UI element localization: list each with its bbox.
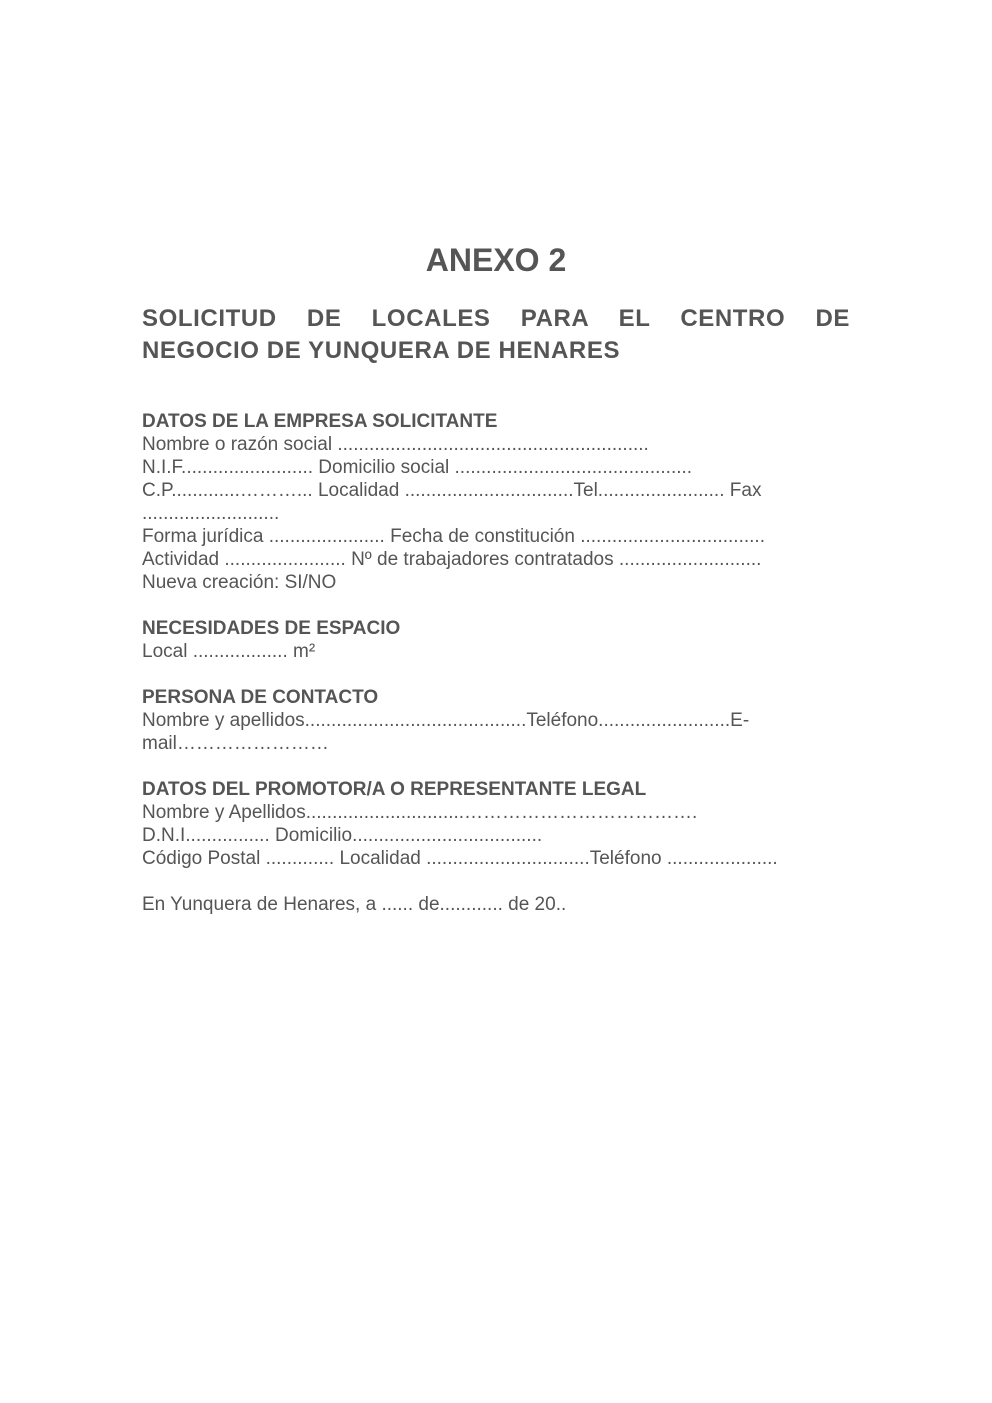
section-promotor [142, 778, 850, 870]
subtitle-line-1: SOLICITUD DE LOCALES PARA EL CENTRO DE [142, 305, 850, 332]
field-cp-localidad-tel-fax: C.P.............………... Localidad ................................Tel........................ Fax [142, 480, 762, 501]
field-nueva-creacion: Nueva creación: SI/NO [142, 572, 337, 593]
field-nombre-telefono-email: Nombre y apellidos..........................................Teléfono.........................E- [142, 710, 750, 731]
section-spacer [142, 870, 850, 893]
field-razon-social: Nombre o razón social ........................................................... [142, 434, 649, 455]
field-local-m2: Local .................. m² [142, 641, 316, 662]
section-spacer [142, 663, 850, 686]
field-nombre-apellidos: Nombre y Apellidos..............................………………………………. [142, 802, 698, 823]
section-firma [142, 893, 850, 916]
form-body [142, 410, 850, 916]
section-spacer [142, 594, 850, 617]
field-fax-continuation: .......................... [142, 503, 280, 524]
field-nif-domicilio: N.I.F......................... Domicilio social ............................................. [142, 457, 693, 478]
subtitle-line-2: NEGOCIO DE YUNQUERA DE HENARES [142, 337, 621, 364]
signature-place-date-line: En Yunquera de Henares, a ...... de............ de 20.. [142, 894, 567, 915]
field-forma-juridica-fecha: Forma jurídica ...................... Fecha de constitución ................................... [142, 526, 765, 547]
document-title: ANEXO 2 [425, 242, 567, 278]
field-actividad-trabajadores: Actividad ....................... Nº de trabajadores contratados ........................... [142, 549, 762, 570]
section-heading-promotor: DATOS DEL PROMOTOR/A O REPRESENTANTE LEGAL [142, 779, 647, 800]
section-espacio [142, 617, 850, 663]
document-subtitle [142, 303, 850, 367]
field-dni-domicilio: D.N.I................ Domicilio.................................... [142, 825, 543, 846]
section-heading-contacto: PERSONA DE CONTACTO [142, 687, 379, 708]
section-empresa [142, 410, 850, 594]
field-cp-localidad-telefono: Código Postal ............. Localidad ...............................Teléfono ..................... [142, 848, 778, 869]
section-heading-empresa: DATOS DE LA EMPRESA SOLICITANTE [142, 411, 498, 432]
section-contacto [142, 686, 850, 755]
field-email-continuation: mail…………………… [142, 733, 329, 754]
section-spacer [142, 755, 850, 778]
section-heading-espacio: NECESIDADES DE ESPACIO [142, 618, 401, 639]
